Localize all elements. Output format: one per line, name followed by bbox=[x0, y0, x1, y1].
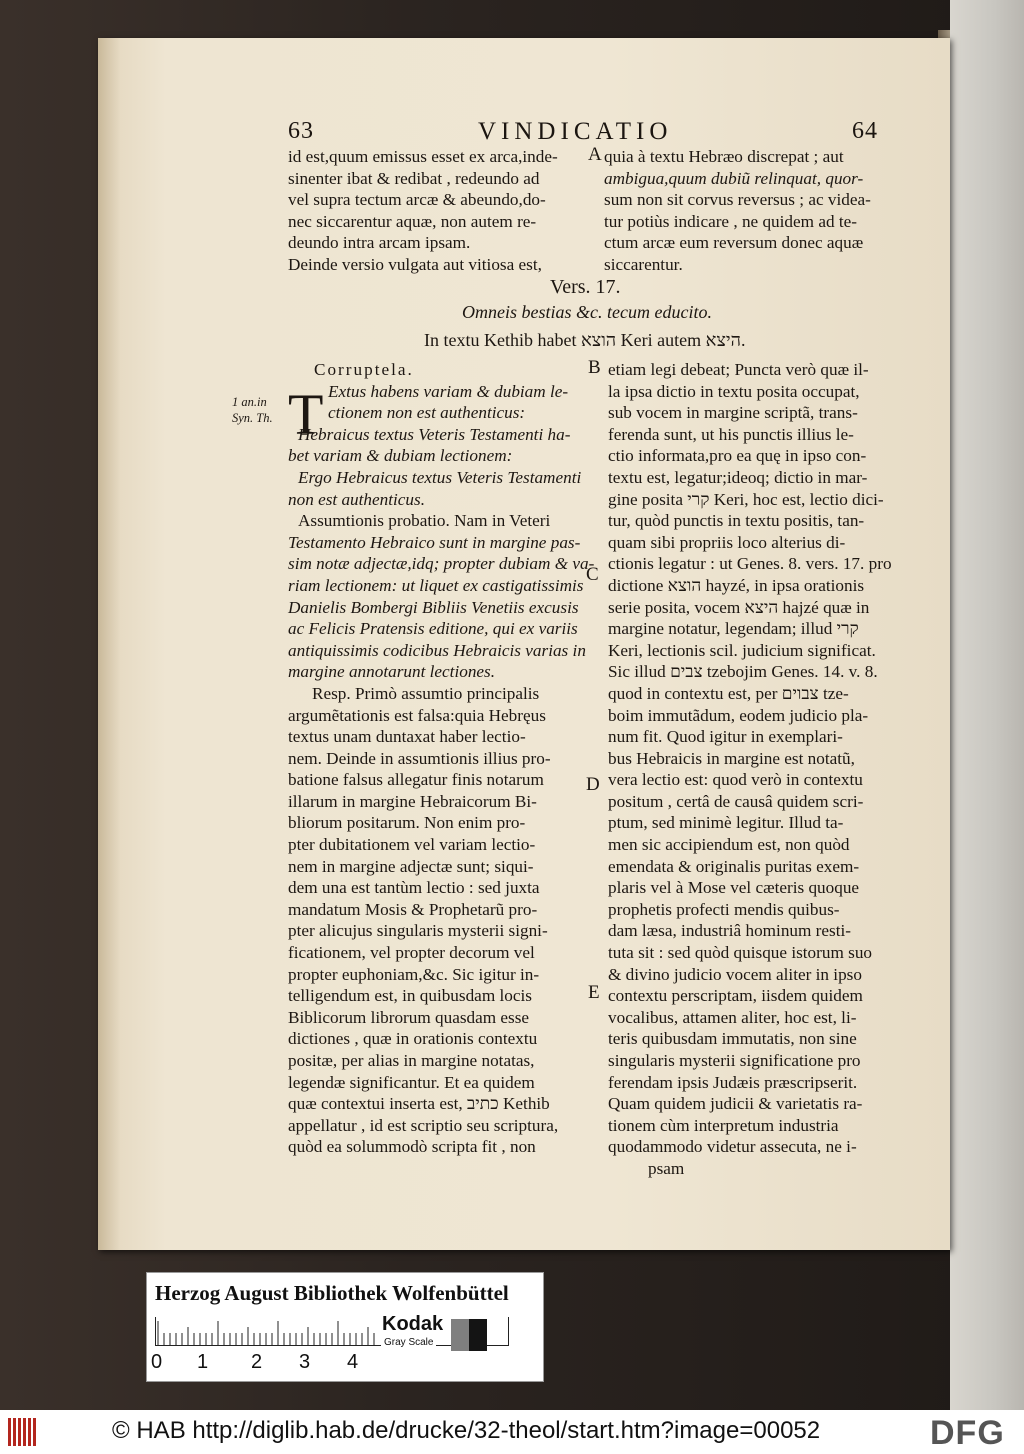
library-name: Herzog August Bibliothek Wolfenbüttel bbox=[155, 1281, 509, 1305]
gray-scale-label: Gray Scale bbox=[381, 1337, 436, 1348]
text-line: nec siccarentur aquæ, non autem re- bbox=[288, 211, 537, 231]
catchword: psam bbox=[648, 1158, 685, 1178]
text-line: Keri, lectionis scil. judicium significat. bbox=[608, 640, 876, 660]
text-line: pter alicujus singularis mysterii signi- bbox=[288, 921, 548, 941]
text-line: riam lectionem: ut liquet ex castigatissimis bbox=[288, 575, 584, 595]
section-marker-d: D bbox=[586, 774, 600, 795]
text-line: ctionis legatur : ut Genes. 8. vers. 17. pro bbox=[608, 554, 892, 574]
hab-logo-icon bbox=[8, 1418, 42, 1446]
text-line: tuta sit : sed quòd quisque istorum suo bbox=[608, 943, 873, 963]
text-line: tur potiùs indicare , ne quidem ad te- bbox=[604, 211, 857, 231]
text-line: dam læsa, industriâ hominum resti- bbox=[608, 921, 851, 941]
text-line: textu est, legatur;ideoq; dictio in mar- bbox=[608, 467, 868, 487]
text-line: Ergo Hebraicus textus Veteris Testamenti bbox=[298, 467, 582, 487]
text-line: sum non sit corvus reversus ; ac videa- bbox=[604, 190, 871, 210]
scale-number: 4 bbox=[347, 1351, 359, 1373]
text-line: Quam quidem judicii & varietatis ra- bbox=[608, 1094, 863, 1114]
text-line: la ipsa dictio in textu posita occupat, bbox=[608, 381, 860, 401]
left-column-top bbox=[288, 146, 558, 276]
scale-number: 3 bbox=[299, 1351, 311, 1373]
text-line: margine notatur, legendam; illud קרי bbox=[608, 619, 859, 639]
right-column-body bbox=[608, 359, 892, 1180]
text-line: antiquissimis codicibus Hebraicis varias in bbox=[288, 640, 586, 660]
scale-number: 1 bbox=[197, 1351, 209, 1373]
text-line: Biblicorum librorum quasdam esse bbox=[288, 1007, 530, 1027]
text-line: dictione הוצא hayzé, in ipsa orationis bbox=[608, 575, 865, 595]
text-line: margine annotarunt lectiones. bbox=[288, 662, 496, 682]
text-line: deundo intra arcam ipsam. bbox=[288, 233, 471, 253]
text-line: Danielis Bombergi Bibliis Venetiis excusis bbox=[288, 597, 579, 617]
text-line: quam sibi propriis loco alterius di- bbox=[608, 532, 846, 552]
text-line: ferenda sunt, ut his punctis illius le- bbox=[608, 424, 854, 444]
text-line: quod in contextu est, per צבוים tze- bbox=[608, 683, 849, 703]
text-line: appellatur , id est scriptio seu scriptura, bbox=[288, 1115, 559, 1135]
text-line: ambigua,quum dubiũ relinquat, quor- bbox=[604, 168, 864, 188]
text-line: ferendam ipsis Judæis præscripserit. bbox=[608, 1072, 858, 1092]
text-line: serie posita, vocem היצא hajzé quæ in bbox=[608, 597, 870, 617]
text-line: ctum arcæ eum reversum donec aquæ bbox=[604, 233, 864, 253]
text-line: num fit. Quod igitur in exemplari- bbox=[608, 727, 843, 747]
text-line: bus Hebraicis in margine est notatũ, bbox=[608, 748, 855, 768]
text-line: nem. Deinde in assumtionis illius pro- bbox=[288, 748, 551, 768]
text-line: plaris vel à Mose vel cæteris quoque bbox=[608, 878, 860, 898]
text-line: boim immutãdum, eodem judicio pla- bbox=[608, 705, 869, 725]
text-line: Hebraicus textus Veteris Testamenti ha- bbox=[298, 424, 571, 444]
text-line: quodammodo videtur assecuta, ne i- bbox=[608, 1137, 857, 1157]
text-line: tionem cùm interpretum industria bbox=[608, 1115, 839, 1135]
text-line: teris quibusdam immutatis, non sine bbox=[608, 1029, 857, 1049]
text-line: bet variam & dubiam lectionem: bbox=[288, 446, 513, 466]
text-line: etiam legi debeat; Puncta verò quæ il- bbox=[608, 360, 869, 379]
text-line: ptum, sed minimè legitur. Illud ta- bbox=[608, 813, 844, 833]
black-patch bbox=[469, 1319, 487, 1351]
opposite-page-edge bbox=[950, 0, 1024, 1410]
text-line: men sic accipiendum est, non quòd bbox=[608, 835, 850, 855]
text-line: dictiones , quæ in orationis contextu bbox=[288, 1029, 538, 1049]
text-line: singularis mysterii significatione pro bbox=[608, 1051, 861, 1070]
text-line: Sic illud צבים tzebojim Genes. 14. v. 8. bbox=[608, 662, 878, 682]
page-inner-edge bbox=[98, 38, 120, 1250]
text-line: sub vocem in margine scriptã, trans- bbox=[608, 403, 858, 423]
page-number-left: 63 bbox=[288, 118, 314, 144]
section-marker-a: A bbox=[588, 144, 602, 165]
text-line: id est,quum emissus esset ex arca,inde- bbox=[288, 147, 558, 166]
text-line: ctionem non est authenticus: bbox=[328, 403, 526, 423]
text-line: prophetis profecti mendis quibus- bbox=[608, 899, 840, 919]
text-line: sinenter ibat & redibat , redeundo ad bbox=[288, 168, 540, 188]
text-line: mandatum Mosis & Prophetarũ pro- bbox=[288, 899, 538, 919]
text-line: telligendum est, in quibusdam locis bbox=[288, 986, 532, 1006]
section-marker-c: C bbox=[586, 564, 599, 585]
text-line: vera lectio est: quod verò in contextu bbox=[608, 770, 863, 790]
text-line: gine posita קרי Keri, hoc est, lectio dici- bbox=[608, 489, 884, 509]
left-column-body bbox=[288, 359, 594, 1158]
text-line: quæ contextui inserta est, כתיב Kethib bbox=[288, 1094, 550, 1114]
text-line: ficationem, vel propter decorum vel bbox=[288, 943, 535, 963]
text-line: & divino judicio vocem aliter in ipso bbox=[608, 964, 862, 984]
text-line: legendæ significantur. Et ea quidem bbox=[288, 1072, 535, 1092]
text-line: non est authenticus. bbox=[288, 489, 426, 509]
ketib-line: In textu Kethib habet הוצא Keri autem היצא. bbox=[424, 330, 746, 350]
text-line: vel supra tectum arcæ & abeundo,do- bbox=[288, 190, 546, 210]
text-line: illarum in margine Hebraicorum Bi- bbox=[288, 791, 537, 811]
kodak-logo: Kodak bbox=[379, 1313, 446, 1336]
text-line: Assumtionis probatio. Nam in Veteri bbox=[298, 511, 551, 531]
text-line: dem una est tantùm lectio : sed juxta bbox=[288, 878, 540, 898]
text-line: Testamento Hebraico sunt in margine pas- bbox=[288, 532, 581, 552]
right-column-top bbox=[604, 146, 871, 276]
text-line: Deinde versio vulgata aut vitiosa est, bbox=[288, 254, 542, 274]
text-line: sim notæ adjectæ,idq; propter dubiam & va- bbox=[288, 554, 595, 574]
section-marker-b: B bbox=[588, 357, 601, 378]
drop-capital: T bbox=[288, 382, 324, 447]
text-line: contextu perscriptam, iisdem quidem bbox=[608, 986, 863, 1006]
library-color-card bbox=[146, 1272, 544, 1382]
text-line: nem in margine adjectæ sunt; siqui- bbox=[288, 856, 534, 876]
running-title: VINDICATIO bbox=[478, 118, 673, 145]
text-line: Extus habens variam & dubiam le- bbox=[328, 381, 569, 401]
section-marker-e: E bbox=[588, 982, 600, 1003]
text-line: bliorum positarum. Non enim pro- bbox=[288, 813, 526, 833]
text-line: emendata & originalis puritas exem- bbox=[608, 856, 860, 876]
text-line: propter euphoniam,&c. Sic igitur in- bbox=[288, 964, 540, 984]
scale-number: 0 bbox=[151, 1351, 163, 1373]
text-line: quòd ea solummodò scripta fit , non bbox=[288, 1137, 536, 1157]
text-line: ctio informata,pro ea quę in ipso con- bbox=[608, 446, 867, 466]
text-line: ac Felicis Pratensis editione, qui ex variis bbox=[288, 619, 578, 639]
section-heading: Corruptela. bbox=[314, 360, 414, 379]
text-line: batione falsus allegatur finis notarum bbox=[288, 770, 544, 790]
text-line: quia à textu Hebræo discrepat ; aut bbox=[604, 147, 844, 166]
margin-note: 1 an.in Syn. Th. bbox=[232, 395, 273, 425]
page-number-right: 64 bbox=[852, 118, 878, 144]
footer-copyright-url[interactable]: © HAB http://diglib.hab.de/drucke/32-theol/start.htm?image=00052 bbox=[112, 1417, 821, 1444]
text-line: vocalibus, attamen aliter, hoc est, li- bbox=[608, 1007, 857, 1027]
text-line: argumẽtationis est falsa:quia Hebręus bbox=[288, 705, 546, 725]
text-line: Resp. Primò assumtio principalis bbox=[312, 683, 540, 703]
dfg-logo: DFG bbox=[930, 1414, 1005, 1452]
text-line: positum , certâ de causâ quidem scri- bbox=[608, 791, 864, 811]
verse-quote: Omneis bestias &c. tecum educito. bbox=[462, 302, 712, 322]
text-line: positæ, per alias in margine notatas, bbox=[288, 1051, 535, 1070]
gray-patch bbox=[451, 1319, 469, 1351]
text-line: tur, quòd punctis in textu positis, tan- bbox=[608, 511, 865, 531]
text-line: textus unam duntaxat haber lectio- bbox=[288, 727, 526, 747]
text-line: siccarentur. bbox=[604, 254, 683, 274]
text-line: pter dubitationem vel variam lectio- bbox=[288, 835, 536, 855]
verse-heading: Vers. 17. bbox=[550, 276, 621, 298]
scale-number: 2 bbox=[251, 1351, 263, 1373]
